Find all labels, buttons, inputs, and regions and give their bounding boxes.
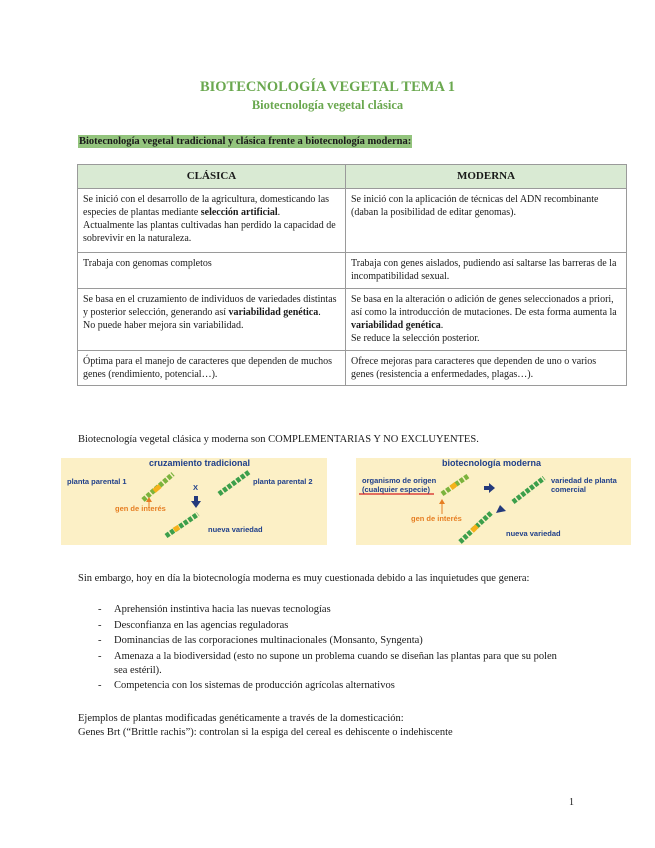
table-cell: Trabaja con genomas completos [78,253,346,289]
table-row [78,351,627,386]
list-item: - Amenaza a la biodiversidad (esto no supone un problema cuando se diseñan las plantas para que su polen sea estéril). [78,650,568,678]
page-title: BIOTECNOLOGÍA VEGETAL TEMA 1 [199,79,456,95]
table-row [78,189,627,253]
concerns-intro: Sin embargo, hoy en día la biotecnología moderna es muy cuestionada debido a las inquietudes que genera: [78,573,530,584]
list-item: - Aprehensión instintiva hacia las nuevas tecnologías [78,603,568,617]
label-gene: gen de interés [115,504,166,513]
concerns-list [78,603,568,695]
list-item: - Desconfianza en las agencias reguladoras [78,619,568,633]
table-row [78,289,627,351]
examples-text: Genes Brt (“Brittle rachis”): controlan si la espiga del cereal es dehiscente o indehiscente [78,727,453,738]
label-commercial: comercial [551,485,587,494]
table-cell: Óptima para el manejo de caracteres que dependen de muchos genes (rendimiento, potencial…). [78,351,346,386]
label-origin-species: (cualquier especie) [362,485,430,494]
chromosome-commercial-icon [513,478,544,502]
header-clasica: CLÁSICA [78,165,346,189]
label-commercial-variety: variedad de planta [551,476,617,485]
figure-title: biotecnología moderna [442,458,542,468]
page-number: 1 [569,797,574,808]
arrow-down-left-icon [496,505,506,513]
chromosome-parent1-icon [143,474,173,500]
chromosome-origin-icon [442,476,468,494]
examples-intro: Ejemplos de plantas modificadas genéticamente a través de la domesticación: [78,713,404,724]
list-item: - Dominancias de las corporaciones multinacionales (Monsanto, Syngenta) [78,634,568,648]
section-heading: Biotecnología vegetal tradicional y clásica frente a biotecnología moderna: [79,136,412,147]
arrow-right-icon [484,483,495,493]
list-item: - Competencia con los sistemas de producción agrícolas alternativos [78,679,568,693]
chromosome-new-variety-icon [166,514,198,536]
table-cell: Se basa en la alteración o adición de genes seleccionados a priori, así como la introducción de mutaciones. De esta forma aumenta la variabilidad genética. Se reduce la selección posterior. [346,289,627,351]
table-cell: Se inició con la aplicación de técnicas del ADN recombinante (daban la posibilidad de editar genomas). [346,189,627,253]
label-parent2: planta parental 2 [253,477,313,486]
label-gene: gen de interés [411,514,462,523]
chromosome-parent2-icon [219,472,249,494]
page-subtitle: Biotecnología vegetal clásica [251,98,404,112]
figure-traditional-crossing [61,458,327,545]
label-new-variety: nueva variedad [506,529,561,538]
header-moderna: MODERNA [346,165,627,189]
table-cell: Trabaja con genes aislados, pudiendo así saltarse las barreras de la incompatibilidad sexual. [346,253,627,289]
arrow-down-icon [191,496,201,508]
figure-title: cruzamiento tradicional [149,458,251,468]
figure-modern-biotechnology [356,458,631,545]
table-header-row [78,165,627,189]
label-origin: organismo de origen [362,476,437,485]
table-row [78,253,627,289]
label-parent1: planta parental 1 [67,477,127,486]
complementary-statement: Biotecnología vegetal clásica y moderna son COMPLEMENTARIAS Y NO EXCLUYENTES. [78,434,479,445]
table-cell: Ofrece mejoras para caracteres que dependen de uno o varios genes (resistencia a enfermedades, plagas…). [346,351,627,386]
comparison-table [77,164,627,386]
arrow-up-icon [439,499,445,514]
crossing-diagram [61,458,327,545]
label-cross: X [193,483,199,492]
table-cell: Se basa en el cruzamiento de individuos de variedades distintas y posterior selección, generando así variabilidad genética. No puede haber mejora sin variabilidad. [78,289,346,351]
biotech-diagram [356,458,631,545]
label-new-variety: nueva variedad [208,525,263,534]
chromosome-new-variety-icon [460,512,492,542]
table-cell: Se inició con el desarrollo de la agricultura, domesticando las especies de plantas mediante selección artificial. Actualmente las plantas cultivadas han perdido la capacidad de sobrevivir en la naturaleza. [78,189,346,253]
